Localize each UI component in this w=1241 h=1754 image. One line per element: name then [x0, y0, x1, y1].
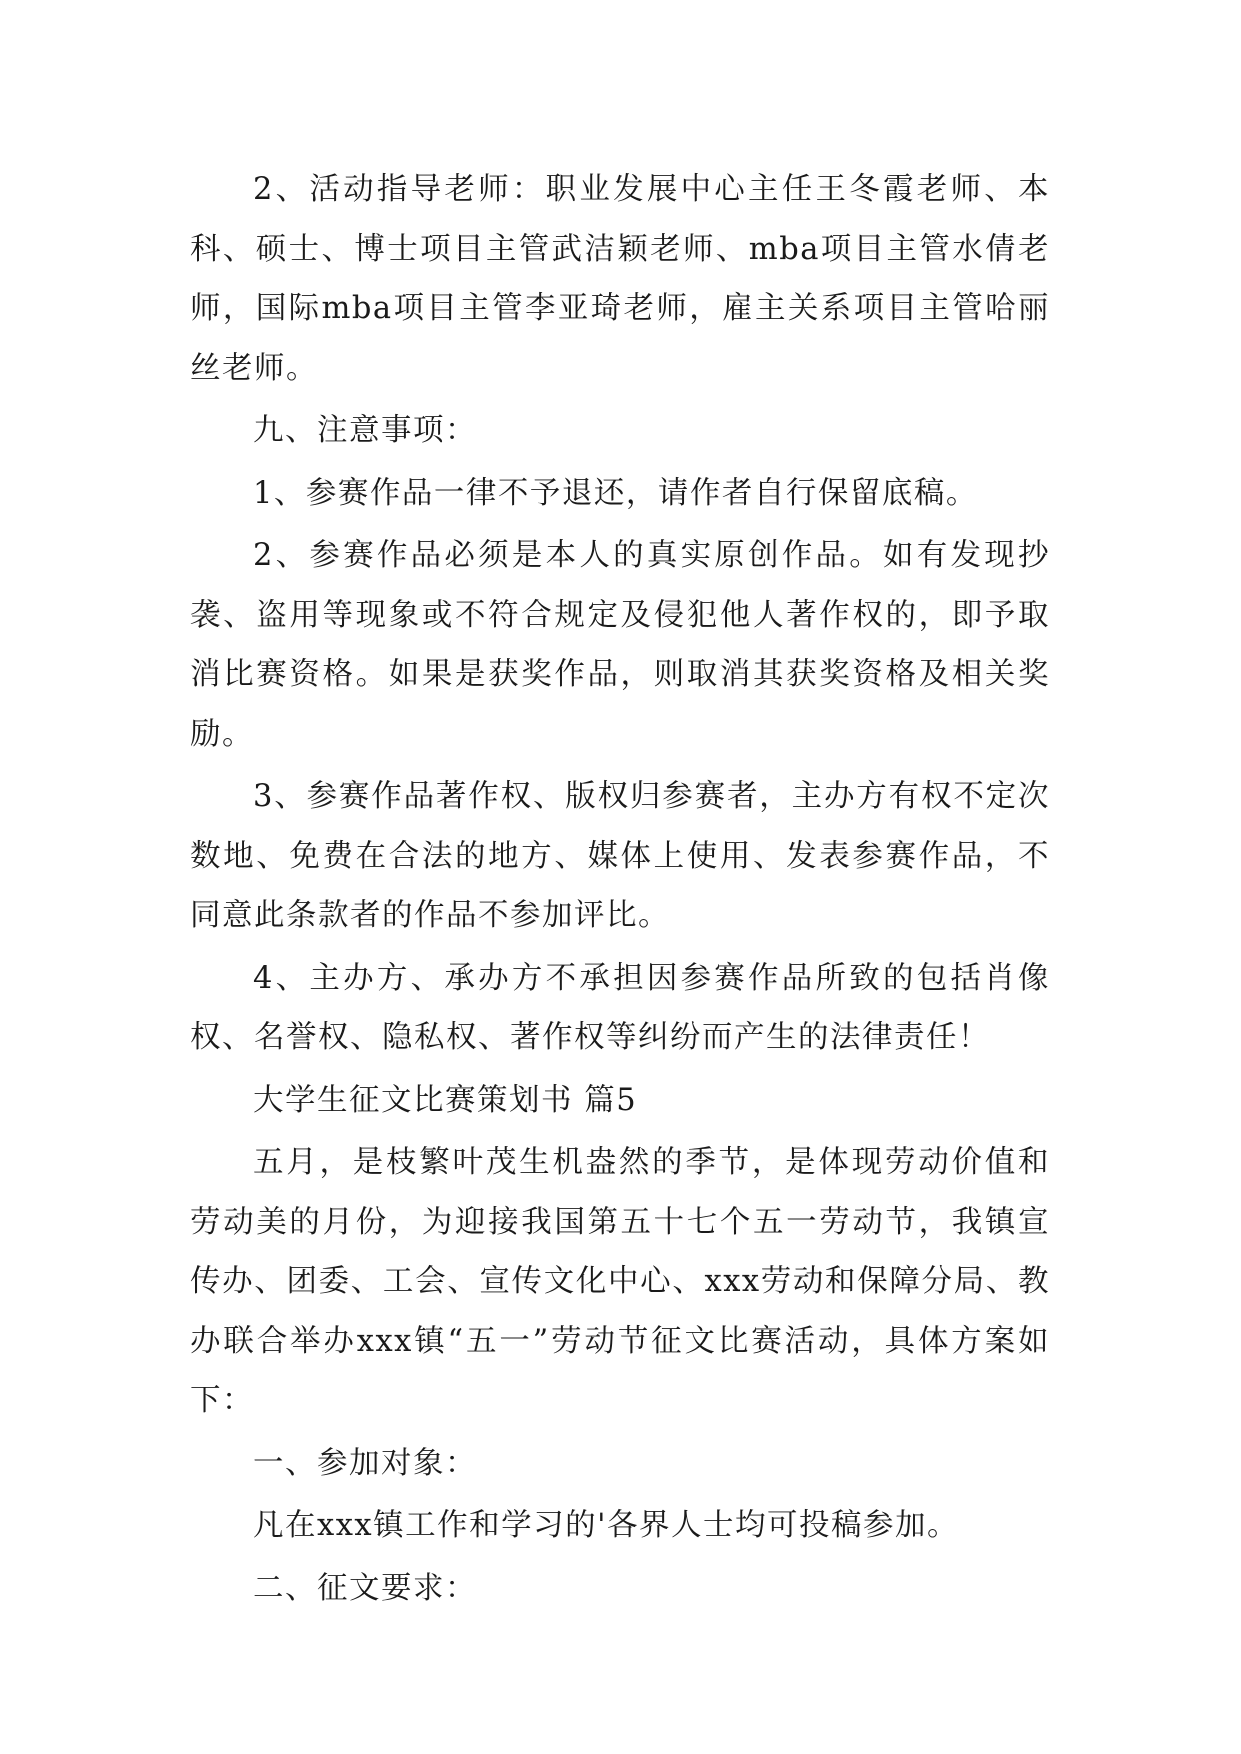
paragraph-note-1: 1、参赛作品一律不予退还，请作者自行保留底稿。 — [253, 475, 978, 511]
heading-notes: 九、注意事项： — [253, 413, 477, 448]
paragraph-participants: 凡在xxx镇工作和学习的'各界人士均可投稿参加。 — [253, 1508, 959, 1543]
paragraph-note-4: 4、主办方、承办方不承担因参赛作品所致的包括肖像权、名誉权、隐私权、著作权等纠纷而产生的法律责任！ — [190, 960, 1050, 1055]
heading-participants: 一、参加对象： — [253, 1445, 477, 1481]
paragraph-note-3: 3、参赛作品著作权、版权归参赛者，主办方有权不定次数地、免费在合法的地方、媒体上使用、发表参赛作品，不同意此条款者的作品不参加评比。 — [190, 779, 1050, 933]
paragraph-intro: 五月，是枝繁叶茂生机盎然的季节，是体现劳动价值和劳动美的月份，为迎接我国第五十七个五一劳动节，我镇宣传办、团委、工会、宣传文化中心、xxx劳动和保障分局、教办联合举办xxx镇“五一”劳动节征文比赛活动，具体方案如下： — [190, 1145, 1050, 1418]
paragraph-instructors: 2、活动指导老师：职业发展中心主任王冬霞老师、本科、硕士、博士项目主管武洁颖老师、mba项目主管水倩老师，国际mba项目主管李亚琦老师，雇主关系项目主管哈丽丝老师。 — [190, 172, 1050, 386]
paragraph-note-2: 2、参赛作品必须是本人的真实原创作品。如有发现抄袭、盗用等现象或不符合规定及侵犯他人著作权的，即予取消比赛资格。如果是获奖作品，则取消其获奖资格及相关奖励。 — [190, 538, 1050, 752]
section-title: 大学生征文比赛策划书 篇5 — [253, 1082, 638, 1118]
document-body — [190, 160, 1050, 1621]
heading-requirements: 二、征文要求： — [253, 1570, 477, 1606]
